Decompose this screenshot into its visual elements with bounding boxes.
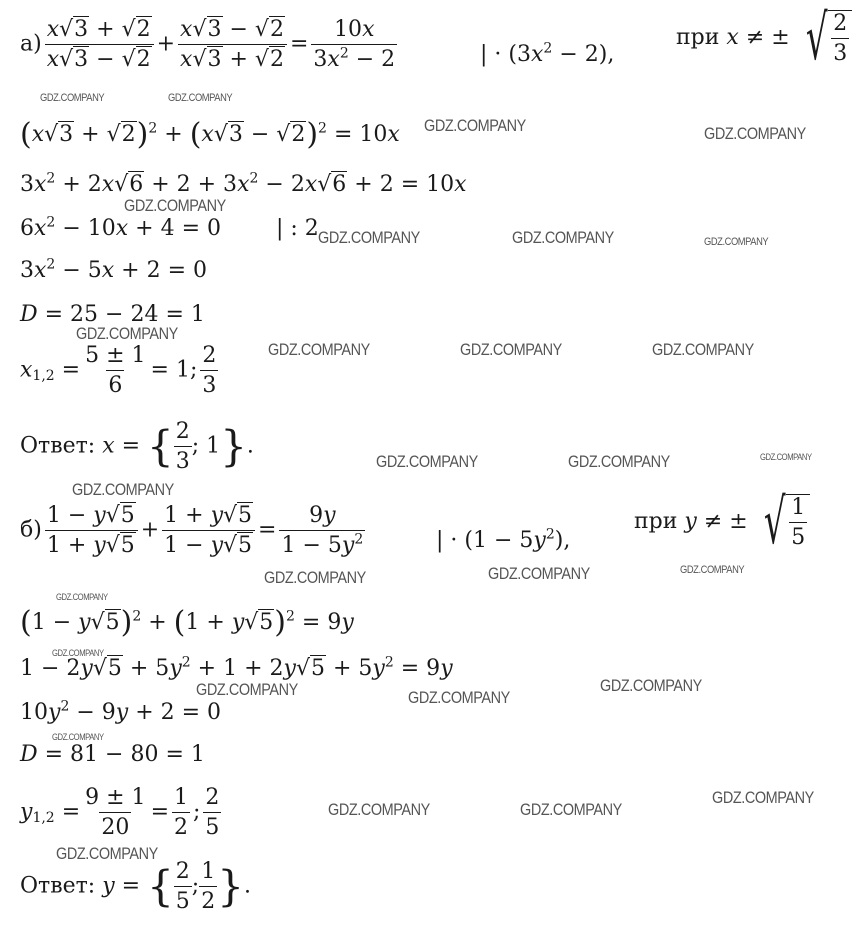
watermark: GDZ.COMPANY [512, 228, 614, 247]
watermark: GDZ.COMPANY [168, 92, 233, 104]
watermark: GDZ.COMPANY [704, 124, 806, 143]
watermark: GDZ.COMPANY [600, 676, 702, 695]
watermark: GDZ.COMPANY [52, 732, 104, 742]
watermark: GDZ.COMPANY [568, 452, 670, 471]
part-a-answer-label: Ответ: [20, 433, 96, 459]
part-b-discriminant: D = 81 − 80 = 1 [20, 742, 205, 767]
watermark: GDZ.COMPANY [124, 196, 226, 215]
part-a-discriminant: D = 25 − 24 = 1 [20, 302, 205, 327]
watermark: GDZ.COMPANY [712, 788, 814, 807]
part-a-line-4: $3x^2 - 5x + 2 = 0$ [20, 256, 208, 283]
part-b-answer: Ответ: y = { $\frac{2}{5}$ ; $\frac{1}{2}$ }. [20, 859, 251, 915]
watermark: GDZ.COMPANY [196, 680, 298, 699]
part-a-answer: Ответ: x = { $\frac{2}{3}$ ; 1}. [20, 419, 254, 475]
part-a-condition: при x ≠ ± √ $\frac{2}{3}$ [676, 10, 852, 66]
part-a-equation: а) $\frac{x√3 + √2}{x√3 - √2}$ + $\frac{x√3 - √2}{x√3 + √2}$ = $\frac{10x}{3x^2 - 2}$ [20, 17, 396, 73]
watermark: GDZ.COMPANY [328, 800, 430, 819]
part-b-roots: $y_{1,2}$ = $\frac{9 \pm 1}{20}$ = $\frac{1}{2}$ ; $\frac{2}{5}$ [20, 785, 220, 841]
part-a-line-3: $6x^2 - 10x + 4 = 0$ [20, 214, 222, 241]
watermark: GDZ.COMPANY [408, 688, 510, 707]
part-a-line-1: $(x√3 + √2)^2 + (x√3 - √2)^2 = 10x$ [20, 117, 400, 152]
part-b-answer-label: Ответ: [20, 873, 96, 899]
part-a-label: а) [20, 31, 42, 57]
part-a-line-2: $3x^2 + 2x√6 + 2 + 3x^2 - 2x√6 + 2 = 10x$ [20, 170, 467, 197]
part-b-equation: б) $\frac{1 - y√5}{1 + y√5}$ + $\frac{1 + y√5}{1 - y√5}$ = $\frac{9y}{1 - 5y^2}$ [20, 503, 364, 559]
part-b-label: б) [20, 517, 42, 543]
watermark: GDZ.COMPANY [72, 480, 174, 499]
watermark: GDZ.COMPANY [264, 568, 366, 587]
watermark: GDZ.COMPANY [488, 564, 590, 583]
watermark: GDZ.COMPANY [680, 564, 745, 576]
watermark: GDZ.COMPANY [52, 648, 104, 658]
watermark: GDZ.COMPANY [76, 324, 178, 343]
watermark: GDZ.COMPANY [56, 844, 158, 863]
part-b-line-3: $10y^2 - 9y + 2 = 0$ [20, 698, 222, 725]
part-b-line-2: $1 - 2y√5 + 5y^2 + 1 + 2y√5 + 5y^2 = 9y$ [20, 654, 453, 681]
watermark: GDZ.COMPANY [376, 452, 478, 471]
watermark: GDZ.COMPANY [268, 340, 370, 359]
watermark: GDZ.COMPANY [424, 116, 526, 135]
watermark: GDZ.COMPANY [652, 340, 754, 359]
part-b-multiplier: | · $(1 - 5y^2)$, [436, 526, 571, 553]
watermark: GDZ.COMPANY [460, 340, 562, 359]
watermark: GDZ.COMPANY [520, 800, 622, 819]
watermark: GDZ.COMPANY [318, 228, 420, 247]
part-b-condition: при y ≠ ± √ $\frac{1}{5}$ [634, 494, 810, 550]
part-a-divide: | : 2 [276, 216, 319, 241]
watermark: GDZ.COMPANY [56, 592, 108, 602]
watermark: GDZ.COMPANY [760, 452, 812, 462]
part-a-roots: $x_{1,2}$ = $\frac{5 \pm 1}{6}$ = 1; $\frac{2}{3}$ [20, 343, 217, 399]
part-b-line-1: $(1 - y√5)^2 + (1 + y√5)^2 = 9y$ [20, 605, 354, 640]
watermark: GDZ.COMPANY [704, 236, 769, 248]
watermark: GDZ.COMPANY [40, 92, 105, 104]
part-a-multiplier: | · $(3x^2 - 2)$, [480, 40, 615, 67]
